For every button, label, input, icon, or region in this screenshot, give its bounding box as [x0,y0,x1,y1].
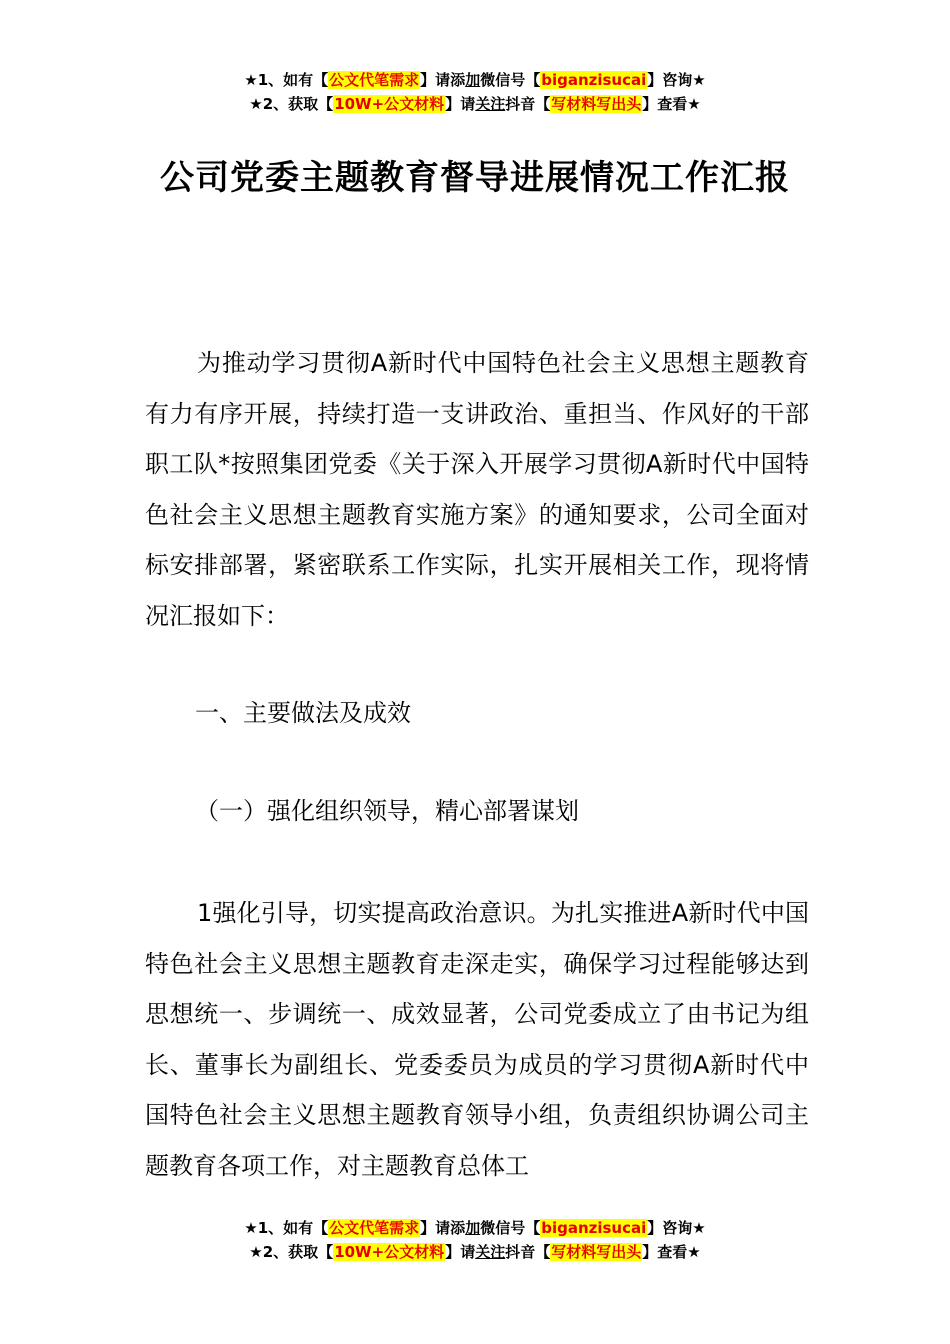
promo-line-2 [0,92,950,116]
promo-text: 】咨询★ [647,1219,706,1237]
section-heading: 一、主要做法及成效 [195,699,411,727]
service-highlight: 公文代笔需求 [329,1219,420,1237]
wechat-id-highlight: biganzisucai [541,1219,647,1237]
douyin-id-highlight: 写材料写出头 [551,95,642,113]
body-paragraph-intro: 为推动学习贯彻A新时代中国特色社会主义思想主题教育有力有序开展，持续打造一支讲政治、重担当、作风好的干部职工队*按照集团党委《关于深入开展学习贯彻A新时代中国特色社会主义思想主题教育实施方案》的通知要求，公司全面对标安排部署，紧密联系工作实际，扎实开展相关工作，现将情况汇报如下： [145,349,809,630]
promo-line-2 [0,1240,950,1264]
promo-text: ★1、如有【 [244,1219,329,1237]
promo-text: 】咨询★ [647,71,706,89]
promo-text: ★2、获取【 [249,1243,334,1261]
douyin-id-highlight: 写材料写出头 [551,1243,642,1261]
promo-text-underlined: 加 [465,71,481,89]
material-highlight: 10W+公文材料 [334,1243,445,1261]
body-paragraph-point-1: 1强化引导，切实提高政治意识。为扎实推进A新时代中国特色社会主义思想主题教育走深走实，确保学习过程能够达到思想统一、步调统一、成效显著，公司党委成立了由书记为组长、董事长为副组长、党委委员为成员的学习贯彻A新时代中国特色社会主义思想主题教育领导小组，负责组织协调公司主题教育各项工作，对主题教育总体工 [145,899,809,1180]
document-title: 公司党委主题教育督导进展情况工作汇报 [160,158,790,198]
promo-text-underlined: 关注 [475,95,506,113]
promo-text: 微信号【 [480,1219,541,1237]
promo-text: 】请 [445,1243,476,1261]
promo-text: 微信号【 [480,71,541,89]
promo-line-1 [0,68,950,92]
subsection-heading: （一）强化组织领导，精心部署谋划 [195,797,579,825]
service-highlight: 公文代笔需求 [329,71,420,89]
promo-banner-bottom [0,1216,950,1264]
promo-text: ★2、获取【 [249,95,334,113]
promo-text: 抖音【 [505,1243,551,1261]
promo-line-1 [0,1216,950,1240]
promo-text: 】查看★ [642,95,701,113]
promo-text-underlined: 关注 [475,1243,506,1261]
promo-text: 】请 [445,95,476,113]
promo-text: 】查看★ [642,1243,701,1261]
wechat-id-highlight: biganzisucai [541,71,647,89]
promo-text: 】请添 [420,71,466,89]
promo-text: 抖音【 [505,95,551,113]
promo-text: ★1、如有【 [244,71,329,89]
promo-text-underlined: 加 [465,1219,481,1237]
promo-text: 】请添 [420,1219,466,1237]
material-highlight: 10W+公文材料 [334,95,445,113]
promo-banner-top [0,68,950,116]
